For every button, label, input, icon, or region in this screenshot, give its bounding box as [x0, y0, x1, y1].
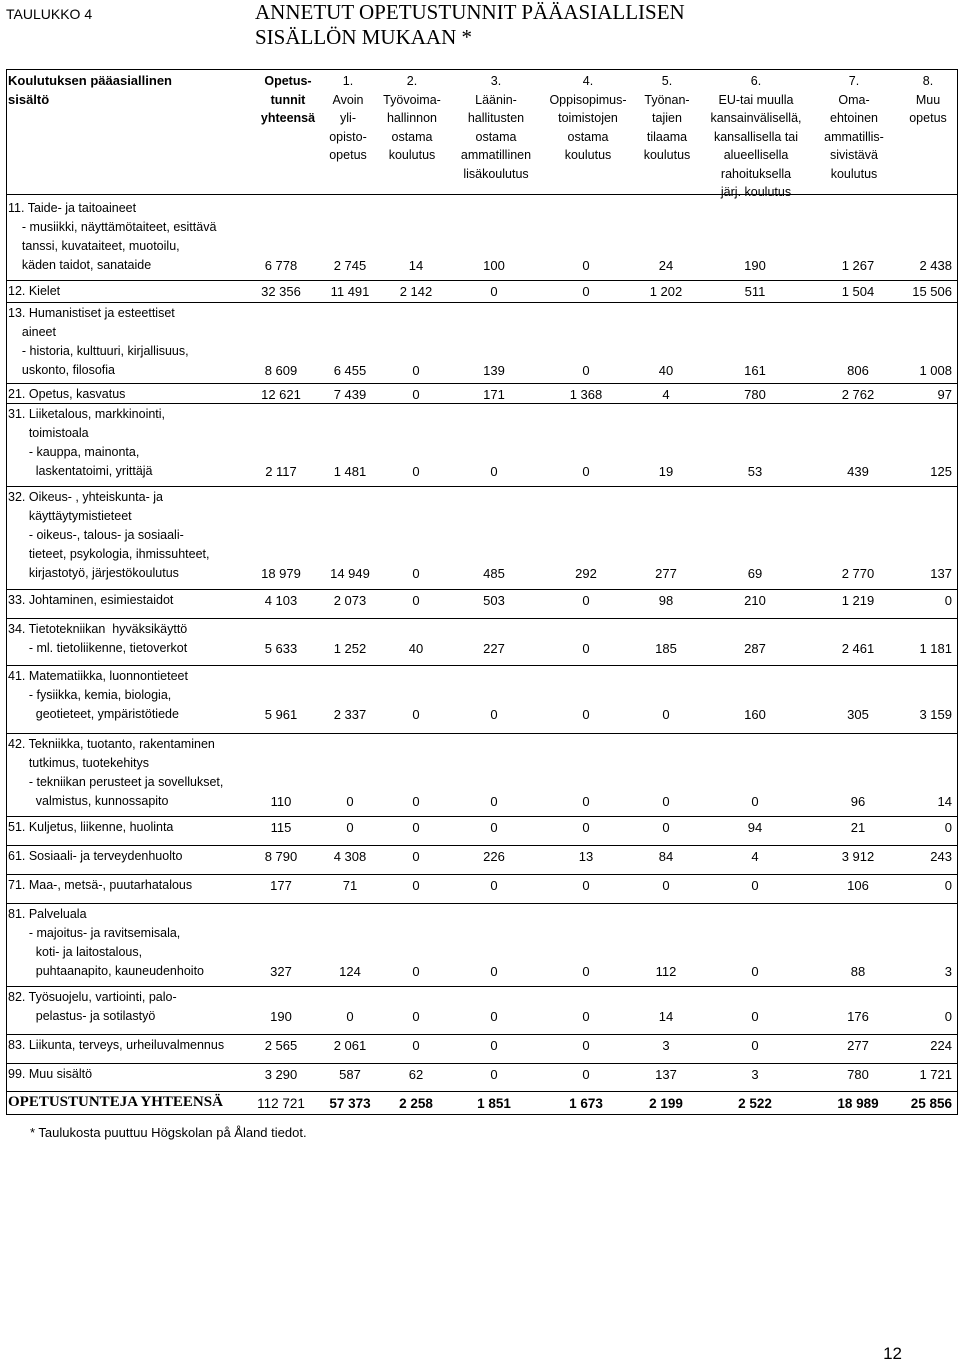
cell-value: 0 [751, 794, 759, 809]
cell-value: 32 356 [261, 284, 301, 299]
row-label-line: - majoitus- ja ravitsemisala, [8, 926, 181, 940]
row-label-line: laskentatoimi, yrittäjä [8, 464, 153, 478]
row-rule [6, 618, 958, 619]
row-label [8, 488, 210, 583]
row-rule [6, 903, 958, 904]
col-header-5: 5. Työnan- tajien tilaama koulutus [643, 74, 691, 162]
page-number: 12 [883, 1344, 902, 1363]
row-label-line: 81. Palveluala [8, 907, 87, 921]
cell-value: 0 [412, 820, 420, 835]
cell-value: 14 [658, 1009, 674, 1024]
cell-value: 4 [662, 387, 670, 402]
col-header-4: 4. Oppisopimus- toimistojen ostama koulutus [549, 74, 627, 162]
cell-value: 292 [575, 566, 597, 581]
row-label-line: 82. Työsuojelu, vartiointi, palo- [8, 990, 177, 1004]
cell-value: 96 [850, 794, 866, 809]
cell-value: 1 267 [841, 258, 875, 273]
col-header-6: 6. EU-tai muulla kansainvälisellä, kansallisella tai alueellisella rahoituksella järj. koulutus [710, 74, 802, 199]
row-label [8, 847, 182, 866]
cell-value: 2 337 [333, 707, 367, 722]
total-value: 2 258 [399, 1096, 433, 1111]
cell-value: 84 [658, 849, 674, 864]
col-header-label: Koulutuksen pääasiallinen sisältö [8, 73, 172, 107]
cell-value: 71 [342, 878, 358, 893]
cell-value: 485 [483, 566, 505, 581]
cell-value: 14 949 [330, 566, 370, 581]
row-label-line: tieteet, psykologia, ihmissuhteet, [8, 547, 210, 561]
row-label-line: 83. Liikunta, terveys, urheiluvalmennus [8, 1038, 225, 1052]
title-line-1: ANNETUT OPETUSTUNNIT PÄÄASIALLISEN [255, 0, 685, 24]
cell-value: 53 [747, 464, 763, 479]
row-label-line: - fysiikka, kemia, biologia, [8, 688, 172, 702]
cell-value: 0 [582, 1009, 590, 1024]
row-label-line: 34. Tietotekniikan hyväksikäyttö [8, 622, 188, 636]
row-label-line: - oikeus-, talous- ja sosiaali- [8, 528, 184, 542]
header-top-rule [6, 69, 958, 70]
row-label-line: puhtaanapito, kauneudenhoito [8, 964, 204, 978]
row-label [8, 304, 189, 380]
cell-value: 0 [490, 820, 498, 835]
cell-value: 94 [747, 820, 763, 835]
cell-value: 15 506 [912, 284, 952, 299]
row-label-line: - musiikki, näyttämötaiteet, esittävä [8, 220, 217, 234]
total-value: 18 989 [837, 1096, 879, 1111]
cell-value: 1 721 [919, 1067, 952, 1082]
row-rule [6, 280, 958, 281]
row-label [8, 1036, 224, 1055]
cell-value: 305 [847, 707, 869, 722]
cell-value: 190 [270, 1009, 292, 1024]
row-rule [6, 302, 958, 303]
cell-value: 327 [270, 964, 292, 979]
row-label-line: käden taidot, sanataide [8, 258, 152, 272]
cell-value: 0 [412, 363, 420, 378]
cell-value: 0 [412, 964, 420, 979]
row-rule [6, 986, 958, 987]
row-label-line: 61. Sosiaali- ja terveydenhuolto [8, 849, 183, 863]
row-label-line: aineet [8, 325, 56, 339]
cell-value: 115 [270, 820, 292, 835]
cell-value: 0 [582, 258, 590, 273]
cell-value: 12 621 [261, 387, 301, 402]
cell-value: 0 [582, 1067, 590, 1082]
cell-value: 98 [658, 593, 674, 608]
cell-value: 0 [582, 284, 590, 299]
row-rule [6, 816, 958, 817]
total-value: 57 373 [329, 1096, 371, 1111]
cell-value: 0 [412, 1038, 420, 1053]
row-label [8, 735, 223, 811]
total-bottom-rule [6, 1114, 958, 1115]
cell-value: 4 103 [264, 593, 298, 608]
cell-value: 0 [662, 794, 670, 809]
cell-value: 112 [655, 964, 677, 979]
cell-value: 2 073 [333, 593, 367, 608]
cell-value: 1 181 [919, 641, 952, 656]
cell-value: 5 633 [264, 641, 298, 656]
row-label-line: kirjastotyö, järjestökoulutus [8, 566, 179, 580]
cell-value: 0 [582, 878, 590, 893]
row-label-line: käyttäytymistieteet [8, 509, 132, 523]
table-tag: TAULUKKO 4 [6, 6, 93, 22]
cell-value: 3 912 [841, 849, 875, 864]
cell-value: 1 219 [841, 593, 875, 608]
cell-value: 226 [483, 849, 505, 864]
col-header-3: 3. Läänin- hallitusten ostama ammatillinen lisäkoulutus [460, 74, 532, 181]
cell-value: 3 [751, 1067, 759, 1082]
cell-value: 0 [582, 964, 590, 979]
cell-value: 14 [408, 258, 424, 273]
row-label [8, 591, 173, 610]
cell-value: 0 [751, 964, 759, 979]
col-header-1: 1. Avoin yli- opisto- opetus [329, 74, 367, 162]
cell-value: 1 252 [333, 641, 367, 656]
row-label-line: 21. Opetus, kasvatus [8, 387, 126, 401]
cell-value: 0 [662, 707, 670, 722]
total-label: OPETUSTUNTEJA YHTEENSÄ [8, 1094, 223, 1110]
row-label [8, 199, 216, 275]
cell-value: 1 504 [841, 284, 875, 299]
row-label-line: valmistus, kunnossapito [8, 794, 169, 808]
cell-value: 0 [490, 1067, 498, 1082]
cell-value: 171 [483, 387, 505, 402]
row-label [8, 988, 177, 1026]
row-label-line: tanssi, kuvataiteet, muotoilu, [8, 239, 180, 253]
cell-value: 210 [744, 593, 766, 608]
cell-value: 13 [578, 849, 594, 864]
col-header-8: 8. Muu opetus [909, 74, 947, 125]
cell-value: 2 770 [841, 566, 875, 581]
row-label-line: 11. Taide- ja taitoaineet [8, 201, 137, 215]
cell-value: 0 [582, 464, 590, 479]
row-label-line: tutkimus, tuotekehitys [8, 756, 150, 770]
row-rule [6, 194, 958, 195]
row-label [8, 818, 173, 837]
cell-value: 0 [346, 820, 354, 835]
cell-value: 224 [930, 1038, 952, 1053]
cell-value: 160 [744, 707, 766, 722]
row-label-line: 13. Humanistiset ja esteettiset [8, 306, 175, 320]
cell-value: 139 [483, 363, 505, 378]
row-rule [6, 403, 958, 404]
cell-value: 40 [658, 363, 674, 378]
cell-value: 6 455 [333, 363, 367, 378]
cell-value: 2 461 [841, 641, 875, 656]
cell-value: 0 [412, 849, 420, 864]
title-line-2: SISÄLLÖN MUKAAN * [255, 25, 473, 49]
total-top-rule [6, 1091, 958, 1092]
cell-value: 3 159 [919, 707, 952, 722]
cell-value: 277 [847, 1038, 869, 1053]
cell-value: 3 [944, 964, 952, 979]
table-right-border [957, 69, 958, 1114]
cell-value: 19 [658, 464, 674, 479]
cell-value: 0 [582, 641, 590, 656]
row-rule [6, 874, 958, 875]
cell-value: 5 961 [264, 707, 298, 722]
row-label-line: - historia, kulttuuri, kirjallisuus, [8, 344, 189, 358]
cell-value: 2 142 [399, 284, 433, 299]
cell-value: 4 308 [333, 849, 367, 864]
cell-value: 0 [751, 1038, 759, 1053]
row-label-line: 71. Maa-, metsä-, puutarhatalous [8, 878, 193, 892]
row-label-line: 33. Johtaminen, esimiestaidot [8, 593, 174, 607]
row-label-line: 31. Liiketalous, markkinointi, [8, 407, 166, 421]
cell-value: 8 790 [264, 849, 298, 864]
cell-value: 287 [744, 641, 766, 656]
cell-value: 7 439 [333, 387, 367, 402]
cell-value: 137 [930, 566, 952, 581]
row-label [8, 405, 165, 481]
row-rule [6, 733, 958, 734]
total-value: 2 522 [738, 1096, 772, 1111]
total-value: 1 851 [477, 1096, 511, 1111]
cell-value: 21 [850, 820, 866, 835]
row-label-line: - ml. tietoliikenne, tietoverkot [8, 641, 188, 655]
cell-value: 161 [744, 363, 766, 378]
total-value: 112 721 [257, 1096, 305, 1111]
cell-value: 511 [744, 284, 766, 299]
row-label-line: - kauppa, mainonta, [8, 445, 140, 459]
cell-value: 806 [847, 363, 869, 378]
cell-value: 190 [744, 258, 766, 273]
cell-value: 125 [930, 464, 952, 479]
cell-value: 2 117 [265, 464, 297, 479]
cell-value: 124 [339, 964, 361, 979]
row-rule [6, 1034, 958, 1035]
cell-value: 0 [582, 363, 590, 378]
cell-value: 1 202 [649, 284, 683, 299]
row-label-line: koti- ja laitostalous, [8, 945, 143, 959]
row-label [8, 282, 60, 301]
cell-value: 439 [847, 464, 869, 479]
row-label-line: 32. Oikeus- , yhteiskunta- ja [8, 490, 163, 504]
cell-value: 177 [270, 878, 292, 893]
cell-value: 0 [412, 794, 420, 809]
cell-value: 0 [490, 964, 498, 979]
cell-value: 0 [582, 1038, 590, 1053]
col-header-2: 2. Työvoima- hallinnon ostama koulutus [383, 74, 441, 162]
col-header-total: Opetus- tunnit yhteensä [260, 74, 316, 125]
cell-value: 0 [412, 464, 420, 479]
cell-value: 14 [937, 794, 952, 809]
cell-value: 0 [490, 1038, 498, 1053]
cell-value: 0 [412, 878, 420, 893]
row-rule [6, 665, 958, 666]
cell-value: 780 [744, 387, 766, 402]
footnote: * Taulukosta puuttuu Högskolan på Åland tiedot. [30, 1125, 307, 1140]
cell-value: 18 979 [261, 566, 301, 581]
cell-value: 587 [339, 1067, 361, 1082]
cell-value: 1 481 [333, 464, 367, 479]
cell-value: 185 [655, 641, 677, 656]
total-value: 1 673 [569, 1096, 603, 1111]
cell-value: 106 [847, 878, 869, 893]
cell-value: 0 [490, 284, 498, 299]
cell-value: 0 [751, 878, 759, 893]
row-label-line: - tekniikan perusteet ja sovellukset, [8, 775, 224, 789]
cell-value: 780 [847, 1067, 869, 1082]
cell-value: 0 [662, 820, 670, 835]
cell-value: 0 [490, 464, 498, 479]
total-value: 25 856 [910, 1096, 952, 1111]
cell-value: 0 [944, 593, 952, 608]
row-label-line: pelastus- ja sotilastyö [8, 1009, 156, 1023]
row-rule [6, 1063, 958, 1064]
cell-value: 40 [408, 641, 424, 656]
cell-value: 62 [408, 1067, 424, 1082]
cell-value: 0 [346, 794, 354, 809]
row-label [8, 667, 188, 724]
cell-value: 0 [944, 1009, 952, 1024]
cell-value: 0 [490, 878, 498, 893]
cell-value: 0 [582, 593, 590, 608]
cell-value: 176 [847, 1009, 869, 1024]
cell-value: 0 [751, 1009, 759, 1024]
total-value: 2 199 [649, 1096, 683, 1111]
row-label-line: uskonto, filosofia [8, 363, 116, 377]
cell-value: 2 565 [264, 1038, 298, 1053]
row-label-line: 42. Tekniikka, tuotanto, rakentaminen [8, 737, 215, 751]
cell-value: 110 [270, 794, 292, 809]
row-label [8, 905, 204, 981]
cell-value: 0 [582, 707, 590, 722]
cell-value: 0 [412, 387, 420, 402]
row-rule [6, 383, 958, 384]
cell-value: 24 [658, 258, 674, 273]
page-title [255, 0, 685, 50]
row-label-line: toimistoala [8, 426, 89, 440]
row-label-line: 41. Matematiikka, luonnontieteet [8, 669, 188, 683]
col-header-7: 7. Oma- ehtoinen ammatillis- sivistävä koulutus [824, 74, 884, 181]
cell-value: 2 762 [841, 387, 875, 402]
cell-value: 0 [944, 820, 952, 835]
cell-value: 243 [930, 849, 952, 864]
cell-value: 0 [490, 707, 498, 722]
cell-value: 0 [490, 1009, 498, 1024]
cell-value: 3 [662, 1038, 670, 1053]
row-label [8, 876, 192, 895]
row-rule [6, 845, 958, 846]
row-label-line: 51. Kuljetus, liikenne, huolinta [8, 820, 174, 834]
cell-value: 2 745 [333, 258, 367, 273]
cell-value: 0 [412, 593, 420, 608]
cell-value: 0 [490, 794, 498, 809]
cell-value: 88 [850, 964, 866, 979]
cell-value: 6 778 [264, 258, 298, 273]
cell-value: 2 438 [919, 258, 952, 273]
cell-value: 1 008 [919, 363, 952, 378]
cell-value: 0 [346, 1009, 354, 1024]
row-label [8, 620, 187, 658]
cell-value: 0 [412, 707, 420, 722]
cell-value: 137 [655, 1067, 677, 1082]
row-label [8, 1065, 92, 1084]
row-label [8, 385, 125, 404]
cell-value: 97 [937, 387, 952, 402]
row-rule [6, 589, 958, 590]
cell-value: 0 [582, 794, 590, 809]
cell-value: 0 [412, 566, 420, 581]
cell-value: 227 [483, 641, 505, 656]
cell-value: 3 290 [264, 1067, 298, 1082]
cell-value: 277 [655, 566, 677, 581]
row-label-line: 12. Kielet [8, 284, 61, 298]
cell-value: 0 [412, 1009, 420, 1024]
row-label-line: geotieteet, ympäristötiede [8, 707, 179, 721]
row-rule [6, 486, 958, 487]
table-left-border [6, 69, 7, 1114]
cell-value: 2 061 [333, 1038, 367, 1053]
cell-value: 0 [582, 820, 590, 835]
cell-value: 503 [483, 593, 505, 608]
cell-value: 8 609 [264, 363, 298, 378]
cell-value: 100 [483, 258, 505, 273]
cell-value: 11 491 [330, 284, 370, 299]
cell-value: 69 [747, 566, 763, 581]
cell-value: 0 [662, 878, 670, 893]
cell-value: 4 [751, 849, 759, 864]
cell-value: 1 368 [569, 387, 603, 402]
row-label-line: 99. Muu sisältö [8, 1067, 93, 1081]
cell-value: 0 [944, 878, 952, 893]
